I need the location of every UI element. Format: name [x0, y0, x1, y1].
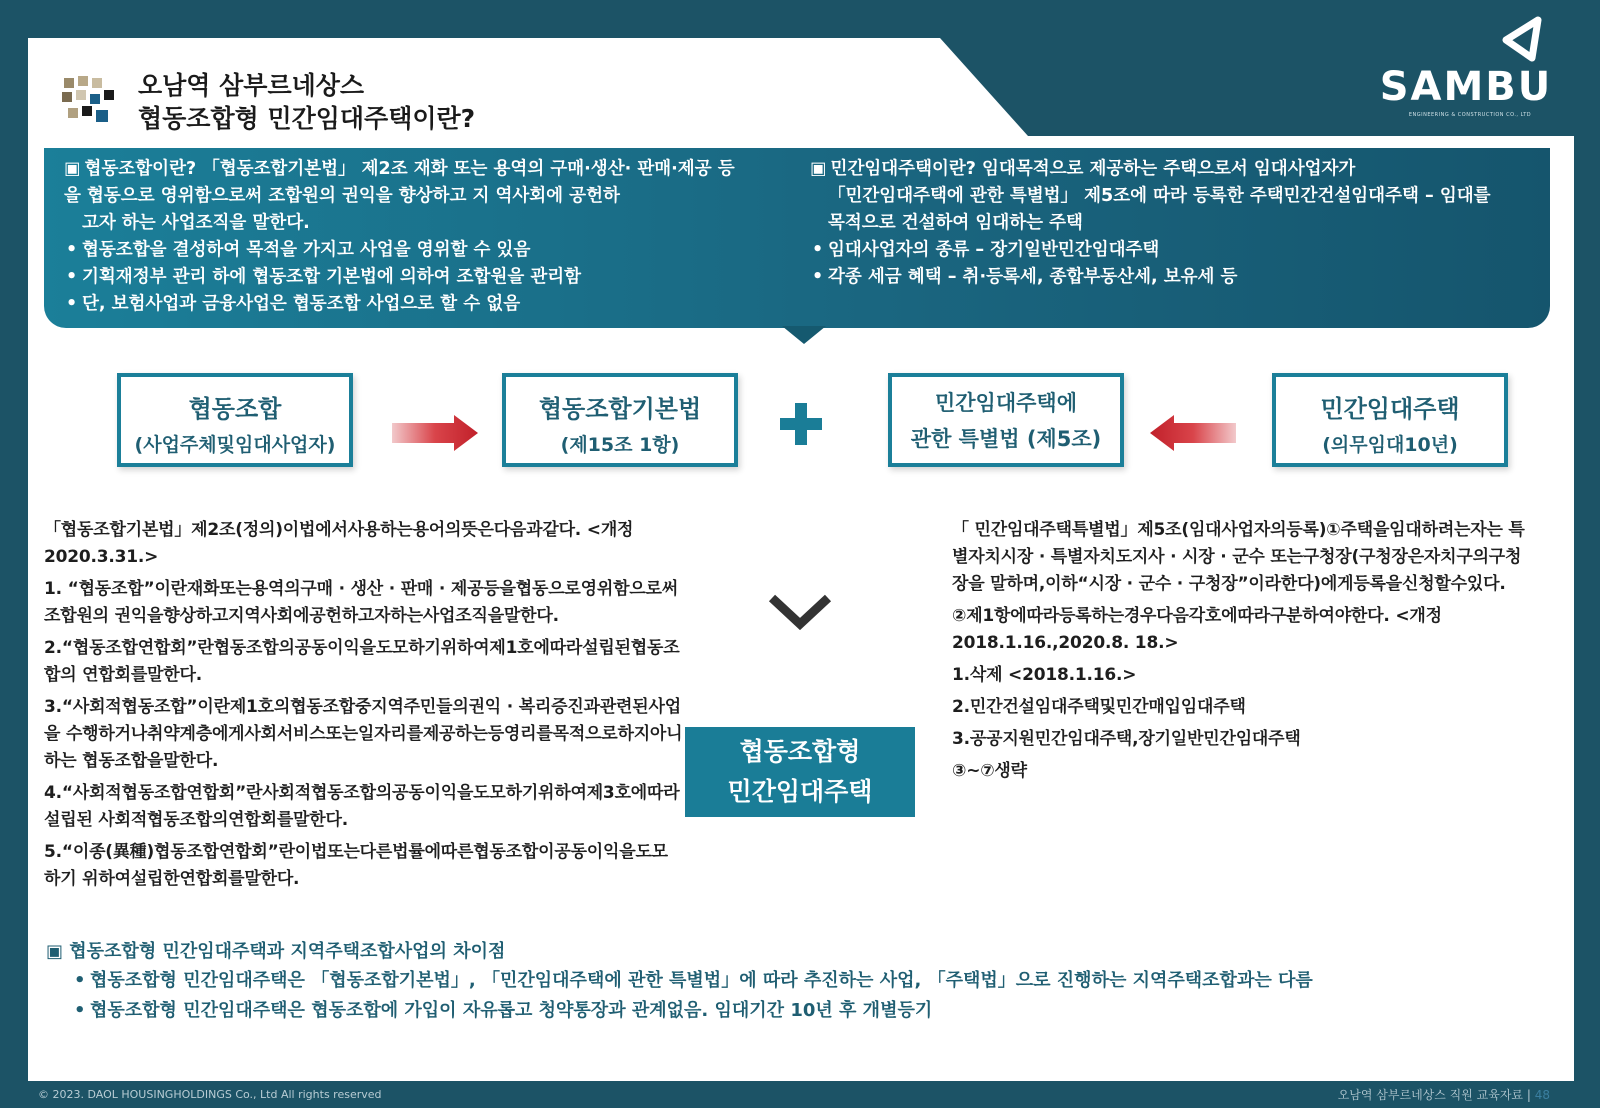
intro-line: 「민간임대주택에 관한 특별법」 제5조에 따라 등록한 주택민간건설임대주택 – 임대를: [828, 186, 1491, 206]
banner-pointer: [782, 326, 826, 344]
square-bullet-icon: ▣: [64, 159, 81, 179]
intro-line: 을 협동으로 영위함으로써 조합원의 권익을 향상하고 지 역사회에 공헌하: [64, 186, 620, 206]
difference-section: [46, 938, 1546, 1026]
plus-icon: [780, 403, 822, 445]
law-paragraph: ②제1항에따라등록하는경우다음각호에따라구분하여야한다. <개정2018.1.16.,2020.8. 18.>: [952, 606, 1442, 653]
cooperative-box: [117, 373, 353, 467]
private-rental-box: [1272, 373, 1508, 467]
difference-item: • 협동조합형 민간임대주택은 「협동조합기본법」, 「민간임대주택에 관한 특별법」에 따라 추진하는 사업, 「주택법」으로 진행하는 지역주택조합과는 다름: [46, 966, 1546, 996]
page-title: 오남역 삼부르네상스: [138, 71, 365, 100]
difference-item: • 협동조합형 민간임대주택은 협동조합에 가입이 자유롭고 청약통장과 관계없음. 임대기간 10년 후 개별등기: [46, 996, 1546, 1026]
page-subtitle: 협동조합형 민간임대주택이란?: [138, 104, 476, 133]
coop-rental-result-box: [685, 727, 915, 817]
box-subtitle: (제15조 1항): [560, 434, 680, 456]
law-paragraph: 3.공공지원민간임대주택,장기일반민간임대주택: [952, 729, 1301, 749]
law-paragraph: 5.“이종(異種)협동조합연합회”란이법또는다른법률에따른협동조합이공동이익을도모하기 위하여설립한연합회를말한다.: [44, 842, 668, 889]
logo-subtext: ENGINEERING & CONSTRUCTION CO., LTD: [1408, 112, 1532, 118]
box-subtitle: (의무임대10년): [1322, 434, 1458, 456]
law-paragraph: 4.“사회적협동조합연합회”란사회적협동조합의공동이익을도모하기위하여제3호에따라설립된 사회적협동조합의연합회를말한다.: [44, 783, 680, 830]
intro-line: 민간임대주택이란? 임대목적으로 제공하는 주택으로서 임대사업자가: [830, 159, 1356, 179]
box-subtitle: 관한 특별법 (제5조): [910, 427, 1102, 451]
list-item: • 임대사업자의 종류 – 장기일반민간임대주택: [810, 237, 1540, 264]
law-paragraph: 1.삭제 <2018.1.16.>: [952, 665, 1137, 685]
document-label: 오남역 삼부르네상스 직원 교육자료 |: [1337, 1088, 1531, 1102]
rental-intro: [810, 156, 1540, 183]
page-number: 48: [1534, 1088, 1550, 1102]
result-line: 협동조합형: [739, 737, 861, 766]
box-title: 민간임대주택에: [934, 391, 1077, 415]
difference-title: ▣ 협동조합형 민간임대주택과 지역주택조합사업의 차이점: [46, 941, 506, 962]
law-paragraph: 1. “협동조합”이란재화또는용역의구매 · 생산 · 판매 · 제공등을협동으로영위함으로써조합원의 권익을향상하고지역사회에공헌하고자하는사업조직을말한다.: [44, 579, 678, 626]
intro-line: 협동조합이란? 「협동조합기본법」 제2조 재화 또는 용역의 구매·생산· 판매·제공 등: [84, 159, 735, 179]
checker-mark-icon: [60, 74, 116, 124]
list-item: • 각종 세금 혜택 – 취·등록세, 종합부동산세, 보유세 등: [810, 264, 1540, 291]
logo-wordmark: SAMBU: [1379, 64, 1553, 110]
law-paragraph: 「협동조합기본법」제2조(정의)이법에서사용하는용어의뜻은다음과같다. <개정2020.3.31.>: [44, 520, 634, 567]
box-title: 협동조합: [188, 395, 282, 423]
rental-definition: [810, 156, 1540, 291]
law-paragraph: 2.민간건설임대주택및민간매입임대주택: [952, 697, 1246, 717]
result-line: 민간임대주택: [727, 777, 873, 806]
copyright-text: © 2023. DAOL HOUSINGHOLDINGS Co., Ltd All rights reserved: [38, 1088, 382, 1101]
box-title: 민간임대주택: [1320, 395, 1460, 423]
square-bullet-icon: ▣: [810, 159, 827, 179]
right-arrow-icon: [392, 415, 478, 451]
law-paragraph: 2.“협동조합연합회”란협동조합의공동이익을도모하기위하여제1호에따라설립된협동조합의 연합회를말한다.: [44, 638, 680, 685]
box-subtitle: (사업주체및임대사업자): [134, 434, 336, 456]
law-paragraph: 「 민간임대주택특별법」제5조(임대사업자의등록)①주택을임대하려는자는 특별자치시장 · 특별자치도지사 · 시장 · 군수 또는구청장(구청장은자치구의구청장을 말하며,이하“시장 · 군수 · 구청장”이라한다)에게등록을신청할수있다.: [952, 520, 1525, 594]
cooperative-intro: [64, 156, 784, 183]
list-item: • 단, 보험사업과 금융사업은 협동조합 사업으로 할 수 없음: [64, 291, 784, 318]
definition-banner: [44, 148, 1550, 328]
intro-line: 목적으로 건설하여 임대하는 주택: [828, 213, 1083, 233]
list-item: • 기획재정부 관리 하에 협동조합 기본법에 의하여 조합원을 관리함: [64, 264, 784, 291]
footer-label: [1338, 1086, 1550, 1103]
cooperative-law-text: [44, 517, 684, 898]
list-item: • 협동조합을 결성하여 목적을 가지고 사업을 영위할 수 있음: [64, 237, 784, 264]
rental-law-text: [952, 517, 1532, 790]
intro-line: 고자 하는 사업조직을 말한다.: [82, 213, 310, 233]
logo-mark-icon: [1498, 14, 1546, 62]
law-paragraph: 3.“사회적협동조합”이란제1호의협동조합중지역주민들의권익 · 복리증진과관련된사업을 수행하거나취약계층에게사회서비스또는일자리를제공하는등영리를목적으로하지아니하는 협동조합을말한다.: [44, 697, 683, 771]
left-arrow-icon: [1150, 415, 1236, 451]
cooperative-definition: [64, 156, 784, 318]
chevron-down-icon: [768, 594, 832, 630]
law-paragraph: ③~⑦생략: [952, 761, 1027, 781]
basic-law-box: [502, 373, 738, 467]
sambu-logo: [1366, 8, 1566, 126]
box-title: 협동조합기본법: [538, 395, 702, 423]
special-act-box: [888, 373, 1124, 467]
